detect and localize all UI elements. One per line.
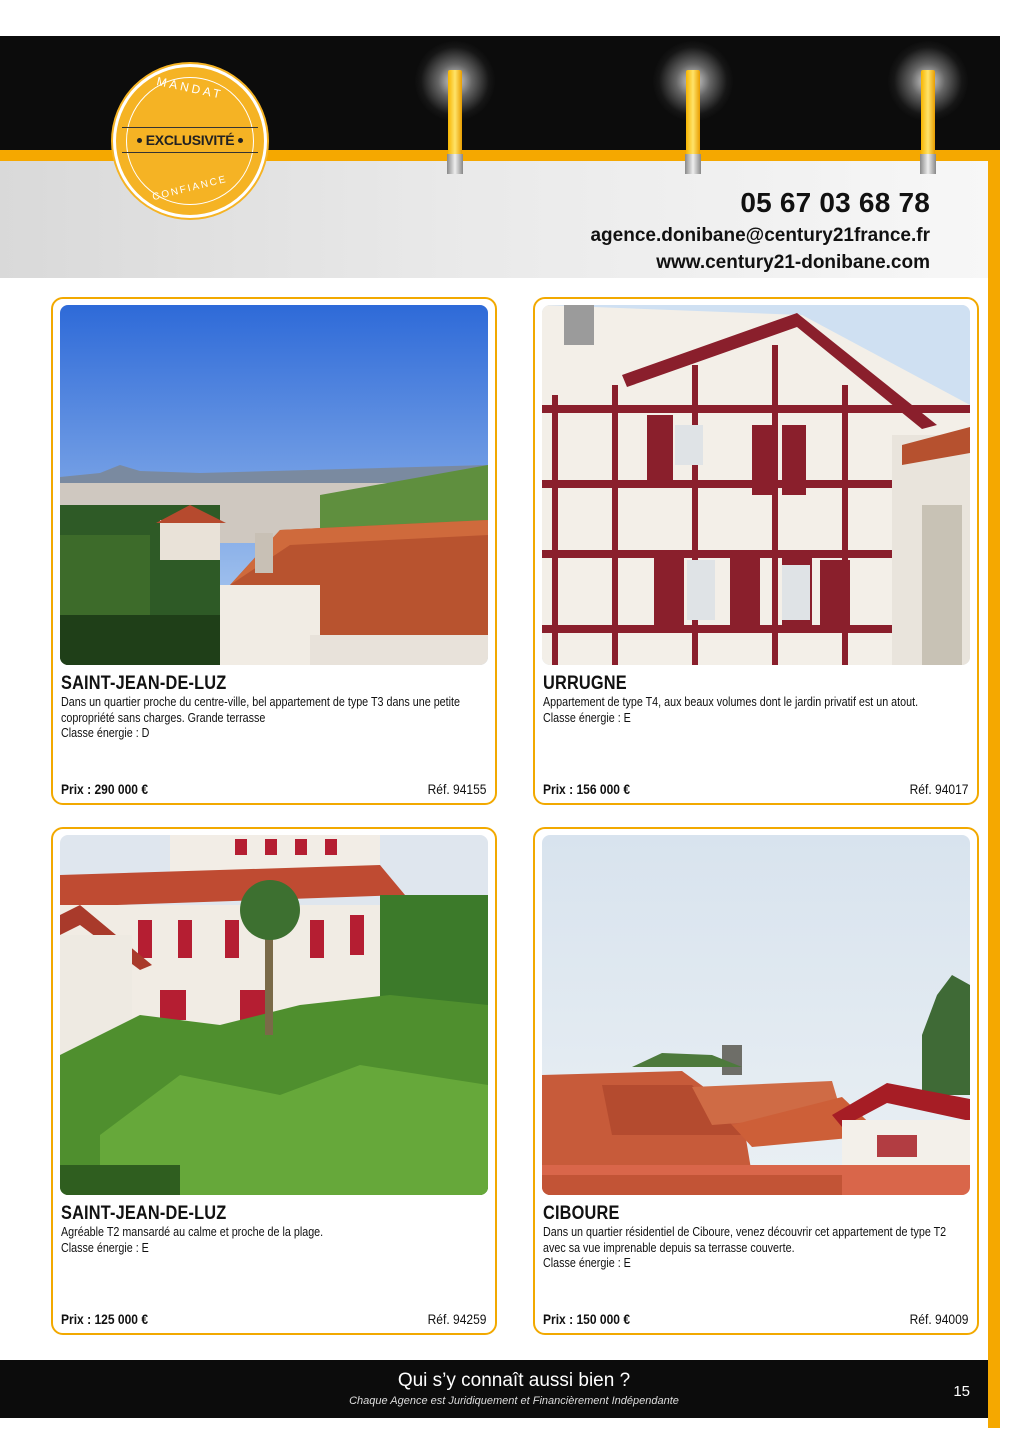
listing-description (61, 695, 487, 742)
roofs-view-icon[interactable] (542, 835, 970, 1195)
exclusivity-seal-icon (113, 64, 267, 218)
listing-description (61, 1225, 487, 1256)
listing-reference: Réf. 94155 (427, 781, 486, 797)
listing-description (543, 1225, 969, 1272)
description-line: avec sa vue imprenable depuis sa terrasse couverte. (543, 1240, 795, 1255)
energy-class: Classe énergie : E (543, 1256, 631, 1270)
description-line: Dans un quartier proche du centre-ville, bel appartement de type T3 dans une petite (61, 695, 460, 709)
description-line: Dans un quartier résidentiel de Ciboure, venez découvrir cet appartement de type T2 (543, 1225, 947, 1239)
listing-city: CIBOURE (543, 1203, 620, 1224)
basque-facade-icon[interactable] (542, 305, 970, 665)
spotlight-icon (883, 36, 973, 161)
right-accent-stripe (988, 150, 1000, 1428)
page-number: 15 (953, 1383, 970, 1400)
listing-card[interactable] (533, 297, 979, 805)
listing-price: Prix : 290 000 € (61, 781, 149, 797)
listing-card[interactable] (51, 297, 497, 805)
listing-city: SAINT-JEAN-DE-LUZ (61, 1203, 227, 1224)
rooftop-view-icon[interactable] (60, 305, 488, 665)
listing-description (543, 695, 969, 726)
listing-price: Prix : 150 000 € (543, 1311, 631, 1327)
description-line: Appartement de type T4, aux beaux volumes dont le jardin privatif est un atout. (543, 695, 919, 709)
listing-price: Prix : 125 000 € (61, 1311, 149, 1327)
agency-phone[interactable]: 05 67 03 68 78 (740, 187, 930, 218)
listing-price: Prix : 156 000 € (543, 781, 631, 797)
listing-reference: Réf. 94017 (909, 781, 968, 797)
spotlight-icon (410, 36, 500, 161)
listing-card[interactable] (533, 827, 979, 1335)
description-line: Agréable T2 mansardé au calme et proche de la plage. (61, 1225, 324, 1239)
energy-class: Classe énergie : E (543, 710, 631, 725)
listing-reference: Réf. 94259 (427, 1311, 486, 1327)
description-line: copropriété sans charges. Grande terrasse (61, 710, 266, 725)
footer-slogan: Qui s’y connaît aussi bien ? (397, 1370, 631, 1391)
seal-center-word: EXCLUSIVITÉ (145, 132, 235, 148)
listing-card[interactable] (51, 827, 497, 1335)
footer-legal-notice: Chaque Agence est Juridiquement et Financièrement Indépendante (349, 1395, 679, 1407)
spotlight-icon (648, 36, 738, 161)
agency-email[interactable]: agence.donibane@century21france.fr (590, 225, 930, 246)
listing-reference: Réf. 94009 (909, 1311, 968, 1327)
seal-top-word: MANDAT (155, 74, 225, 102)
energy-class: Classe énergie : E (61, 1240, 149, 1255)
seal-bottom-word: CONFIANCE (151, 173, 229, 204)
listing-city: URRUGNE (543, 673, 627, 694)
garden-house-icon[interactable] (60, 835, 488, 1195)
energy-class: Classe énergie : D (61, 726, 150, 740)
listing-city: SAINT-JEAN-DE-LUZ (61, 673, 227, 694)
agency-website[interactable]: www.century21-donibane.com (656, 252, 930, 273)
footer-banner (0, 1360, 988, 1418)
agency-contact (590, 186, 930, 276)
seal-band (122, 127, 258, 153)
